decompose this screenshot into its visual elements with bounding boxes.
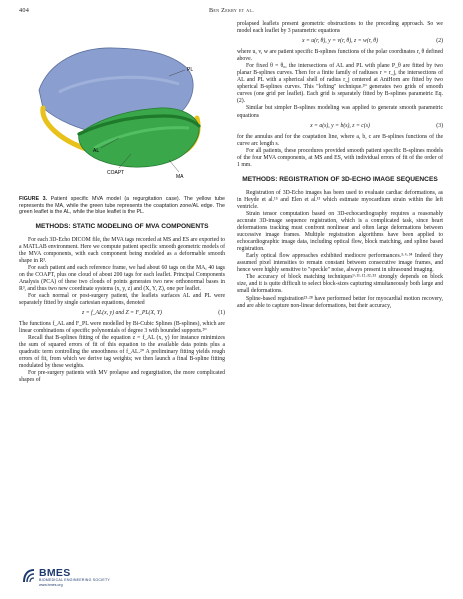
paragraph: For fixed θ = θ₀, the intersections of AL and PL with plane P_θ are fitted by two planar B-splines curves. Then for a finite family of radiuses r = r_j, the intersections of AL and PL with a spherical shell of radius r_j centered at AntHorn are fitted by two spherical B-splines curves. This "lofting" technique.²⁰ generates two grids of smooth curves (one grid per leaflet). Each grid is separately fitted by B-splines parametric Eq. (2). [237,63,443,105]
paragraph: The accuracy of block matching techniques⁹·¹¹·¹²·³²·³³ strongly depends on block size, and it is quite difficult to select block-sizes capturing simultaneously both large and small deformations. [237,274,443,295]
bmes-logo [22,566,112,594]
equation-1-body: z = f_AL(x, y) and Z = F_PL(X, Y) [82,309,162,316]
paragraph: where u, v, w are patient specific B-splines functions of the polar coordinates r, θ defined above. [237,49,443,63]
equation-2-number: (2) [436,38,443,45]
paragraph: For each normal or post-surgery patient, the leaflets surfaces AL and PL were separately fitted by single cartesian equations, denoted [19,292,225,306]
paragraph: Spline-based registration²³·²⁸ have performed better for myocardial motion recovery, and are able to capture non-linear deformations, but their accuracy, [237,295,443,309]
paragraph: For all patients, these procedures provided smooth patient specific B-splines models of the four MVA components, at MS and ES, with individual errors of fit of the order of 1 mm. [237,147,443,168]
label-coapt: COAPT [107,170,125,176]
paragraph: For pre-surgery patients with MV prolapse and regurgitation, the more complicated shapes of [19,370,225,384]
caption-label: FIGURE 3. [19,196,48,202]
running-authors: Ben Zekry et al. [208,7,255,14]
caption-text: Patient specific MVA model (a regurgitation case). The yellow tube represents the MA, while the green tube represents the coaptation zone/AL edge. The green leaflet is the AL, while the blue leaflet is the PL. [19,196,225,215]
equation-1-number: (1) [218,309,225,316]
label-pl: PL [187,67,194,73]
equation-2 [237,38,443,46]
right-column [237,21,443,310]
paragraph: The functions f_AL and F_PL were modelled by Bi-Cubic Splines (B-splines), which are linear combinations of specific polynomials of degree 3 with bounded supports.²⁰ [19,320,225,335]
equation-3 [237,123,443,131]
logo-subtitle: BIOMEDICAL ENGINEERING SOCIETY [39,578,110,582]
logo-url: www.bmes.org [39,583,63,587]
equation-2-body: x = u(r, θ), y = v(r, θ), z = w(r, θ) [301,38,378,45]
figure-caption [19,196,225,216]
logo-name: BMES [39,567,71,579]
paragraph: For each 3D-Echo DICOM file, the MVA tags recorded at MS and ES are exported to a MATLAB environment. Here we compute patient specific smooth geometric models of the MVA components, with each component being modeled as a deformable smooth shape in R³. [19,236,225,264]
left-column [19,22,225,384]
mva-model-render [19,22,225,192]
section-heading-registration: METHODS: REGISTRATION OF 3D-ECHO IMAGE SEQUENCES [242,175,438,183]
paragraph: for the annulus and for the coaptation line, where a, b, c are B-splines functions of the curve arc length s. [237,133,443,147]
paragraph: Recall that B-splines fitting of the equation z = f_AL (x, y) for instance minimizes the sum of squared errors of fit of this equation to the available data points plus a quadratic term controlling the smoothness of f_AL.²⁰ A preliminary fitting yields rough errors of fit, from which we derive tag weights; we then launch a final B-spline fitting modulated by these weights. [19,335,225,370]
equation-3-body: x = a(s), y = b(s), z = c(s) [310,122,370,129]
paragraph: Strain tensor computation based on 3D-echocardiography requires a reasonably accurate 3D-image sequence registration, which is a complicated task, since heart deformations tracking must confront nonlinear and often large deformations between successive image frames. Multiple registration algorithms have been applied to echocardiographic image data, including optical flow, block matching, and spline based registration. [237,210,443,253]
paragraph: prolapsed leaflets present geometric obstructions to the preceding approach. So we model each leaflet by 3 parametric equations [237,21,443,35]
paragraph: Registration of 3D-Echo images has been used to evaluate cardiac deformations, as in Heyde et al.¹⁵ and Elen et al.¹³ which estimate myocardium strain within the left ventricle. [237,189,443,210]
equation-3-number: (3) [436,122,443,129]
page-number: 404 [19,7,30,14]
label-al: AL [93,148,100,154]
section-heading-static: METHODS: STATIC MODELING OF MVA COMPONENTS [35,222,209,230]
bmes-mark-icon [22,568,36,584]
label-ma: MA [176,174,184,180]
paragraph: Early optical flow approaches exhibited mediocre performances.³·⁶·³⁴ Indeed they assumed pixel intensities to remain constant between consecutive image frames, and hence were highly sensitive to "speckle" noise, always present in ultrasound imaging. [237,253,443,274]
paragraph: Similar but simpler B-splines modeling was applied to generate smooth parametric equations [237,105,443,119]
paragraph: For each patient and each reference frame, we had about 60 tags on the MA, 40 tags on the COAPT, plus one cloud of about 200 tags for each leaflet. Principal Components Analysis (PCA) of these two clouds of points generates two new orthonormal bases in R³, and thus two new coordinate systems (x, y, z) and (X, Y, Z), one per leaflet. [19,264,225,292]
mva-model-figure [19,22,225,192]
equation-1 [19,310,225,318]
page-header [19,7,444,17]
